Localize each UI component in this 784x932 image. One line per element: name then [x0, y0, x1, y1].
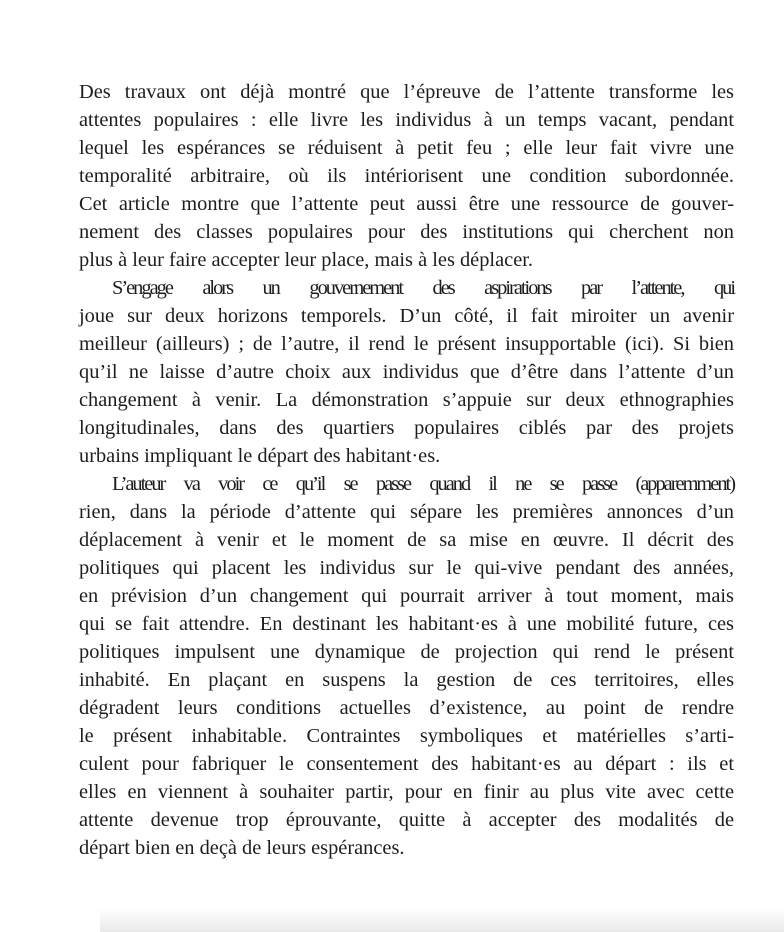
text-line: Des travaux ont déjà montré que l’épreuve de l’attente transforme les	[79, 81, 734, 103]
text-line: qui se fait attendre. En destinant les habitant·es à une mobilité future, ces	[79, 613, 734, 635]
text-line: joue sur deux horizons temporels. D’un côté, il fait miroiter un avenir	[79, 305, 734, 327]
text-line: attentes populaires : elle livre les individus à un temps vacant, pendant	[79, 109, 734, 131]
text-line: inhabité. En plaçant en suspens la gestion de ces territoires, elles	[79, 669, 734, 691]
text-line: S’engage alors un gouvernement des aspirations par l’attente, qui	[112, 277, 734, 299]
text-line: en prévision d’un changement qui pourrait arriver à tout moment, mais	[79, 585, 734, 607]
text-line: L’auteur va voir ce qu’il se passe quand il ne se passe (apparemment)	[112, 473, 734, 495]
text-line: longitudinales, dans des quartiers populaires ciblés par des projets	[79, 417, 734, 439]
text-line: nement des classes populaires pour des institutions qui cherchent non	[79, 221, 734, 243]
text-line: politiques impulsent une dynamique de projection qui rend le présent	[79, 641, 734, 663]
page-bottom-shadow	[100, 908, 784, 932]
paragraph-2	[79, 274, 734, 470]
text-line: changement à venir. La démonstration s’appuie sur deux ethnographies	[79, 389, 734, 411]
text-line: dégradent leurs conditions actuelles d’existence, au point de rendre	[79, 697, 734, 719]
paragraph-3	[79, 470, 734, 862]
text-line: le présent inhabitable. Contraintes symboliques et matérielles s’arti-	[79, 725, 734, 747]
text-line: qu’il ne laisse d’autre choix aux individus que d’être dans l’attente d’un	[79, 361, 734, 383]
text-line: lequel les espérances se réduisent à petit feu ; elle leur fait vivre une	[79, 137, 734, 159]
text-line: meilleur (ailleurs) ; de l’autre, il rend le présent insupportable (ici). Si bien	[79, 333, 734, 355]
text-line: temporalité arbitraire, où ils intériorisent une condition subordonnée.	[79, 165, 734, 187]
text-line: culent pour fabriquer le consentement des habitant·es au départ : ils et	[79, 753, 734, 775]
text-line: elles en viennent à souhaiter partir, pour en finir au plus vite avec cette	[79, 781, 734, 803]
text-line: urbains impliquant le départ des habitant·es.	[79, 445, 441, 467]
text-line: rien, dans la période d’attente qui sépare les premières annonces d’un	[79, 501, 734, 523]
text-line: attente devenue trop éprouvante, quitte à accepter des modalités de	[79, 809, 734, 831]
text-line: déplacement à venir et le moment de sa mise en œuvre. Il décrit des	[79, 529, 734, 551]
abstract-text	[79, 78, 734, 862]
text-line: politiques qui placent les individus sur le qui-vive pendant des années,	[79, 557, 734, 579]
paragraph-1	[79, 78, 734, 274]
text-line: Cet article montre que l’attente peut aussi être une ressource de gouver-	[79, 193, 734, 215]
text-line: départ bien en deçà de leurs espérances.	[79, 837, 405, 859]
text-line: plus à leur faire accepter leur place, mais à les déplacer.	[79, 249, 534, 271]
